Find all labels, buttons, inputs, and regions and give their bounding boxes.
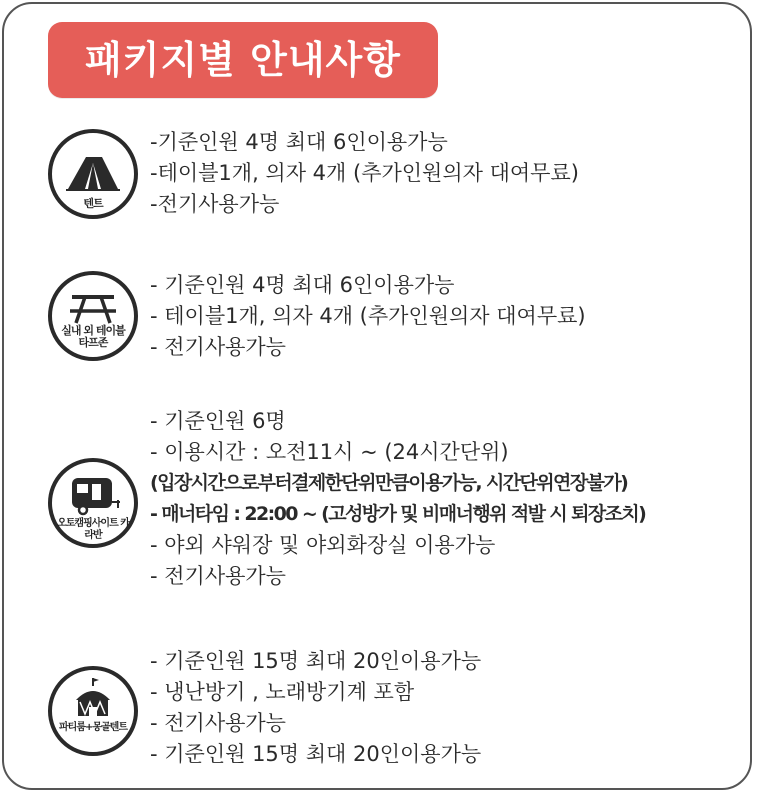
detail-line: -기준인원 4명 최대 6인이용가능 (150, 130, 448, 154)
detail-line: - 이용시간 : 오전11시 ~ (24시간단위) (150, 440, 509, 464)
detail-line: - 기준인원 4명 최대 6인이용가능 (150, 273, 455, 297)
detail-line: - 전기사용가능 (150, 564, 286, 588)
detail-line: - 전기사용가능 (150, 335, 286, 359)
detail-line: - 매너타임 : 22:00 ~ (고성방가 및 비매너행위 적발 시 퇴장조치) (150, 503, 646, 525)
icon-label: 오토캠핑사이트 카라반 (57, 518, 129, 541)
detail-line: - 냉난방기 , 노래방기계 포함 (150, 680, 415, 704)
tent-icon-badge (48, 129, 138, 219)
table-icon-badge (48, 271, 138, 361)
party-tent-icon (52, 670, 134, 752)
icon-label: 텐트 (83, 197, 103, 210)
detail-line: - 기준인원 15명 최대 20인이용가능 (150, 649, 482, 673)
package-details (150, 127, 579, 220)
icon-label: 실내 외 테이블 타프존 (61, 324, 125, 349)
detail-line: - 야외 샤워장 및 야외화장실 이용가능 (150, 533, 496, 557)
detail-line: - 전기사용가능 (150, 711, 286, 735)
detail-line: -전기사용가능 (150, 192, 280, 216)
detail-line: - 기준인원 6명 (150, 409, 286, 433)
detail-line: -테이블1개, 의자 4개 (추가인원의자 대여무료) (150, 161, 579, 185)
detail-line: - 테이블1개, 의자 4개 (추가인원의자 대여무료) (150, 304, 586, 328)
caravan-icon-badge (48, 458, 138, 548)
icon-label: 파티룸+몽골텐트 (59, 722, 127, 733)
page-title: 패키지별 안내사항 (48, 22, 438, 98)
detail-line: (입장시간으로부터결제한단위만큼이용가능, 시간단위연장불가) (150, 472, 628, 494)
package-details (150, 646, 481, 770)
detail-line: - 기준인원 15명 최대 20인이용가능 (150, 742, 482, 766)
package-details (150, 270, 586, 363)
package-details (150, 406, 645, 592)
party-tent-icon-badge (48, 666, 138, 756)
